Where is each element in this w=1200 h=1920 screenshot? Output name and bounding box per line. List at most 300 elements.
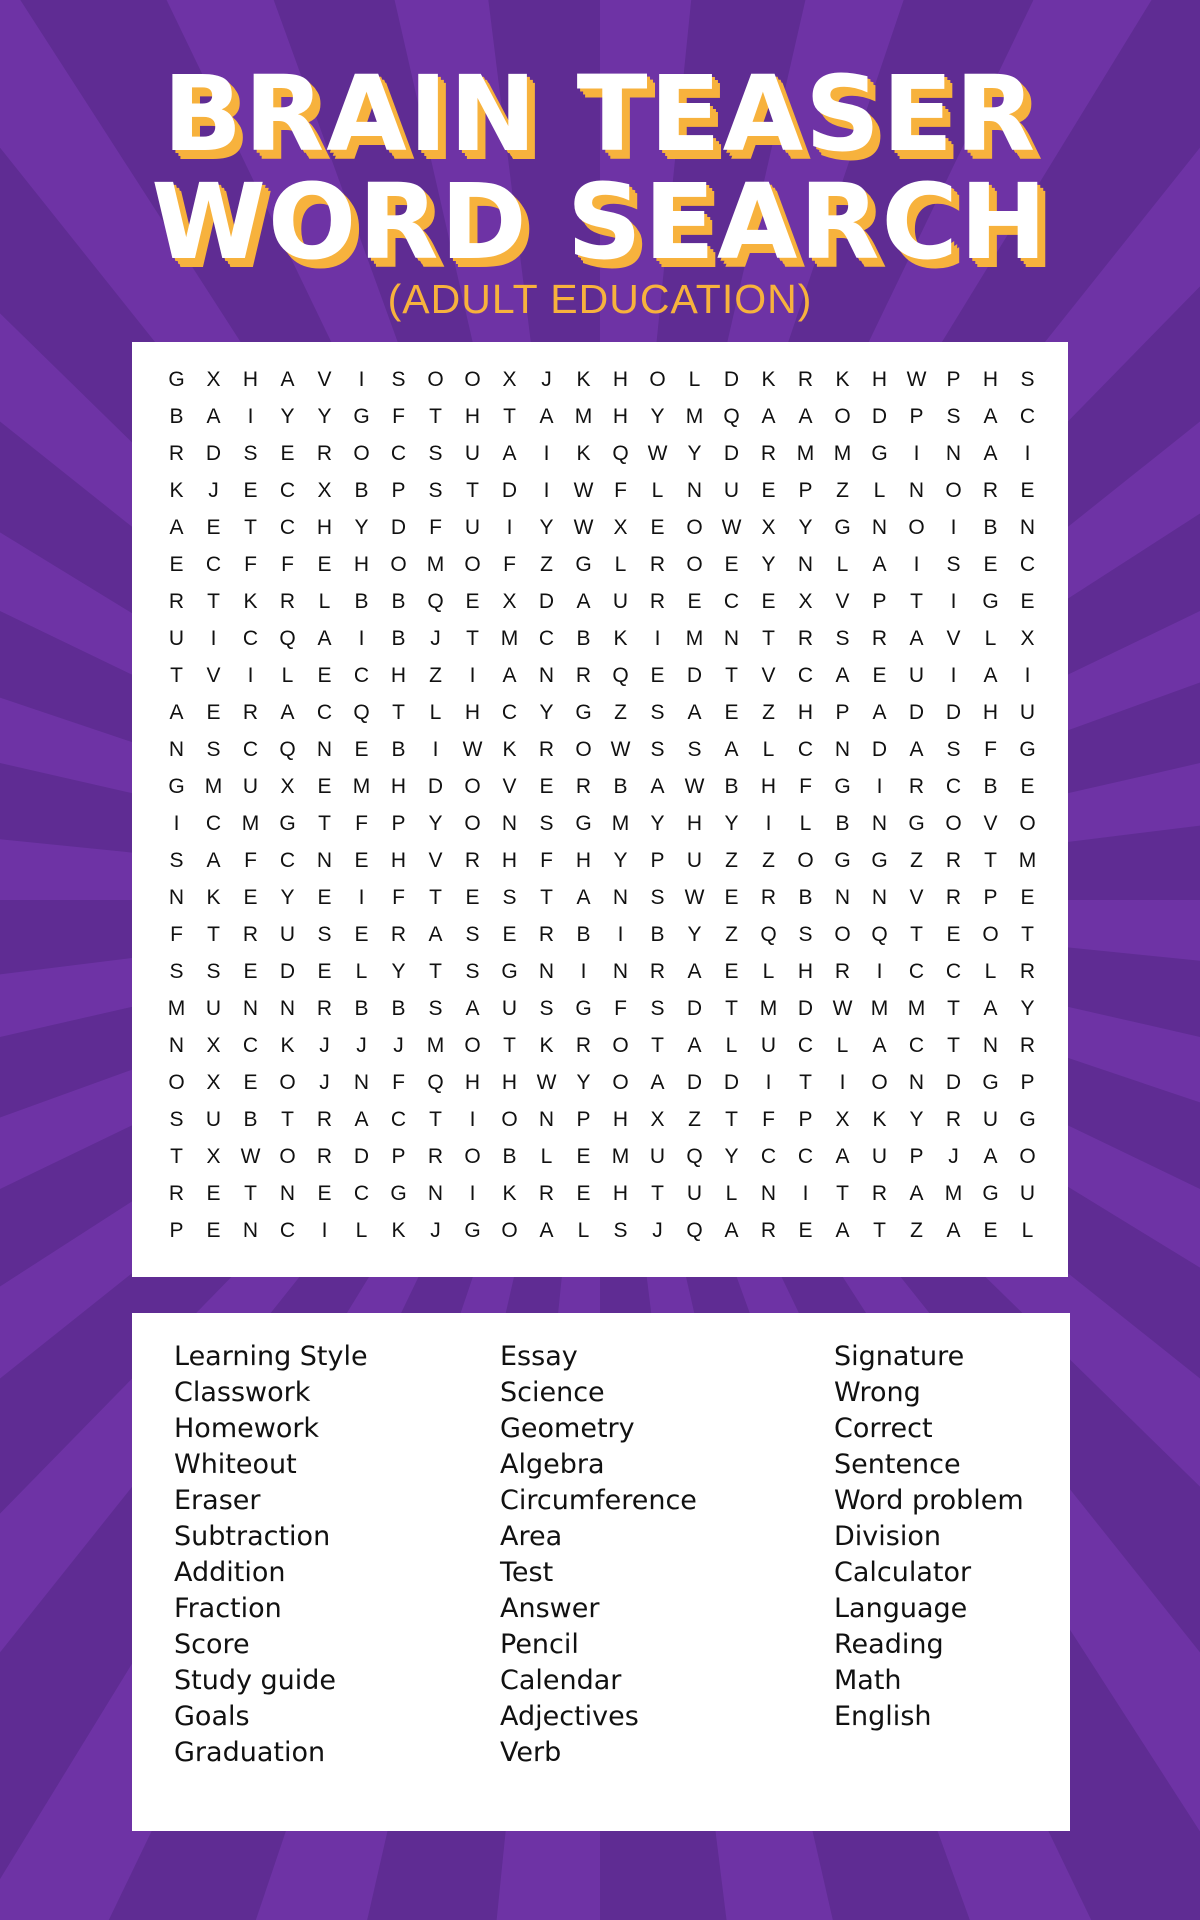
grid-letter[interactable]: O [464, 1033, 481, 1057]
grid-letter[interactable]: C [908, 1033, 925, 1057]
grid-letter[interactable]: Q [612, 663, 629, 687]
grid-letter[interactable]: L [614, 552, 627, 576]
grid-letter[interactable]: N [427, 1181, 444, 1205]
grid-letter[interactable]: U [1019, 700, 1036, 724]
grid-letter[interactable]: I [469, 663, 476, 687]
grid-letter[interactable]: I [913, 552, 920, 576]
grid-letter[interactable]: E [798, 1218, 813, 1242]
grid-letter[interactable]: K [206, 885, 221, 909]
grid-letter[interactable]: S [650, 700, 665, 724]
grid-letter[interactable]: N [1019, 515, 1036, 539]
grid-letter[interactable]: S [946, 737, 961, 761]
grid-letter[interactable]: R [242, 922, 259, 946]
grid-letter[interactable]: G [834, 848, 851, 872]
grid-letter[interactable]: E [761, 589, 776, 613]
grid-letter[interactable]: Q [279, 737, 296, 761]
grid-letter[interactable]: P [909, 404, 924, 428]
grid-letter[interactable]: S [428, 996, 443, 1020]
grid-letter[interactable]: V [946, 626, 961, 650]
grid-letter[interactable]: T [725, 663, 738, 687]
grid-letter[interactable]: R [316, 441, 333, 465]
grid-letter[interactable]: H [353, 552, 370, 576]
grid-letter[interactable]: T [503, 1033, 516, 1057]
grid-letter[interactable]: B [354, 589, 369, 613]
grid-letter[interactable]: I [432, 737, 439, 761]
grid-letter[interactable]: B [391, 626, 406, 650]
grid-letter[interactable]: V [502, 774, 517, 798]
grid-letter[interactable]: E [1020, 885, 1035, 909]
grid-letter[interactable]: U [723, 478, 740, 502]
grid-letter[interactable]: P [576, 1107, 591, 1131]
grid-letter[interactable]: J [948, 1144, 959, 1168]
grid-letter[interactable]: V [761, 663, 776, 687]
grid-letter[interactable]: D [686, 1070, 703, 1094]
grid-letter[interactable]: B [983, 515, 998, 539]
grid-letter[interactable]: E [317, 663, 332, 687]
grid-letter[interactable]: T [170, 663, 183, 687]
grid-letter[interactable]: C [908, 959, 925, 983]
grid-letter[interactable]: N [945, 441, 962, 465]
grid-letter[interactable]: S [243, 441, 258, 465]
grid-letter[interactable]: E [983, 552, 998, 576]
grid-letter[interactable]: T [651, 1033, 664, 1057]
grid-letter[interactable]: M [796, 441, 815, 465]
grid-letter[interactable]: I [321, 1218, 328, 1242]
grid-letter[interactable]: I [617, 922, 624, 946]
grid-letter[interactable]: U [464, 515, 481, 539]
grid-letter[interactable]: Q [427, 1070, 444, 1094]
grid-letter[interactable]: Y [909, 1107, 924, 1131]
grid-letter[interactable]: N [908, 478, 925, 502]
grid-letter[interactable]: E [354, 737, 369, 761]
grid-letter[interactable]: H [464, 700, 481, 724]
grid-letter[interactable]: T [799, 1070, 812, 1094]
grid-letter[interactable]: I [765, 811, 772, 835]
grid-letter[interactable]: O [464, 774, 481, 798]
grid-letter[interactable]: I [358, 626, 365, 650]
grid-letter[interactable]: U [242, 774, 259, 798]
grid-letter[interactable]: M [426, 1033, 445, 1057]
grid-letter[interactable]: T [244, 515, 257, 539]
grid-letter[interactable]: N [279, 996, 296, 1020]
grid-letter[interactable]: N [612, 885, 629, 909]
grid-letter[interactable]: D [871, 404, 888, 428]
grid-letter[interactable]: P [1020, 1070, 1035, 1094]
grid-letter[interactable]: E [502, 922, 517, 946]
grid-letter[interactable]: S [613, 1218, 628, 1242]
grid-letter[interactable]: G [464, 1218, 481, 1242]
grid-letter[interactable]: S [650, 737, 665, 761]
grid-letter[interactable]: G [501, 959, 518, 983]
grid-letter[interactable]: G [168, 774, 185, 798]
grid-letter[interactable]: C [205, 552, 222, 576]
grid-letter[interactable]: M [759, 996, 778, 1020]
grid-letter[interactable]: K [502, 1181, 517, 1205]
grid-letter[interactable]: L [984, 626, 997, 650]
grid-letter[interactable]: A [724, 1218, 739, 1242]
grid-letter[interactable]: I [765, 1070, 772, 1094]
grid-letter[interactable]: Y [539, 700, 554, 724]
grid-letter[interactable]: E [206, 1181, 221, 1205]
grid-letter[interactable]: V [835, 589, 850, 613]
grid-letter[interactable]: D [797, 996, 814, 1020]
grid-letter[interactable]: R [538, 737, 555, 761]
grid-letter[interactable]: A [206, 848, 221, 872]
grid-letter[interactable]: T [170, 1144, 183, 1168]
grid-letter[interactable]: G [575, 552, 592, 576]
grid-letter[interactable]: R [316, 1144, 333, 1168]
grid-letter[interactable]: I [839, 1070, 846, 1094]
grid-letter[interactable]: E [243, 885, 258, 909]
grid-letter[interactable]: C [1019, 552, 1036, 576]
grid-letter[interactable]: D [538, 589, 555, 613]
grid-letter[interactable]: O [945, 478, 962, 502]
grid-letter[interactable]: S [835, 626, 850, 650]
grid-letter[interactable]: O [279, 1070, 296, 1094]
grid-letter[interactable]: C [501, 700, 518, 724]
grid-letter[interactable]: H [316, 515, 333, 539]
grid-letter[interactable]: S [465, 922, 480, 946]
grid-letter[interactable]: A [650, 774, 665, 798]
grid-letter[interactable]: A [169, 700, 184, 724]
grid-letter[interactable]: J [319, 1070, 330, 1094]
grid-letter[interactable]: A [650, 1070, 665, 1094]
grid-letter[interactable]: F [984, 737, 997, 761]
grid-letter[interactable]: R [242, 700, 259, 724]
grid-letter[interactable]: E [169, 552, 184, 576]
grid-letter[interactable]: S [206, 737, 221, 761]
grid-letter[interactable]: C [316, 700, 333, 724]
grid-letter[interactable]: W [721, 515, 742, 539]
grid-letter[interactable]: L [355, 959, 368, 983]
grid-letter[interactable]: S [317, 922, 332, 946]
grid-letter[interactable]: A [835, 1144, 850, 1168]
grid-letter[interactable]: B [724, 774, 739, 798]
grid-letter[interactable]: A [983, 404, 998, 428]
grid-letter[interactable]: Z [688, 1107, 701, 1131]
grid-letter[interactable]: D [908, 700, 925, 724]
grid-letter[interactable]: W [610, 737, 631, 761]
grid-letter[interactable]: R [945, 885, 962, 909]
grid-letter[interactable]: A [317, 626, 332, 650]
grid-letter[interactable]: A [724, 737, 739, 761]
grid-letter[interactable]: G [871, 441, 888, 465]
grid-letter[interactable]: N [871, 811, 888, 835]
grid-letter[interactable]: Y [428, 811, 443, 835]
grid-letter[interactable]: E [1020, 478, 1035, 502]
grid-letter[interactable]: T [429, 1107, 442, 1131]
grid-letter[interactable]: X [761, 515, 776, 539]
grid-letter[interactable]: R [575, 774, 592, 798]
grid-letter[interactable]: O [279, 1144, 296, 1168]
grid-letter[interactable]: I [1024, 663, 1031, 687]
grid-letter[interactable]: T [281, 1107, 294, 1131]
grid-letter[interactable]: L [281, 663, 294, 687]
grid-letter[interactable]: G [279, 811, 296, 835]
grid-letter[interactable]: C [279, 848, 296, 872]
grid-letter[interactable]: A [946, 1218, 961, 1242]
grid-letter[interactable]: A [502, 441, 517, 465]
grid-letter[interactable]: X [835, 1107, 850, 1131]
grid-letter[interactable]: V [428, 848, 443, 872]
grid-letter[interactable]: L [873, 478, 886, 502]
grid-letter[interactable]: A [687, 959, 702, 983]
grid-letter[interactable]: I [506, 515, 513, 539]
grid-letter[interactable]: A [687, 1033, 702, 1057]
grid-letter[interactable]: O [390, 552, 407, 576]
grid-letter[interactable]: W [684, 774, 705, 798]
grid-letter[interactable]: K [243, 589, 258, 613]
grid-letter[interactable]: E [206, 515, 221, 539]
grid-letter[interactable]: M [204, 774, 223, 798]
grid-letter[interactable]: Y [761, 552, 776, 576]
grid-letter[interactable]: A [761, 404, 776, 428]
grid-letter[interactable]: K [761, 367, 776, 391]
grid-letter[interactable]: Y [354, 515, 369, 539]
grid-letter[interactable]: O [501, 1218, 518, 1242]
grid-letter[interactable]: D [427, 774, 444, 798]
grid-letter[interactable]: Q [760, 922, 777, 946]
grid-letter[interactable]: R [1019, 959, 1036, 983]
grid-letter[interactable]: H [982, 367, 999, 391]
grid-letter[interactable]: P [391, 811, 406, 835]
grid-letter[interactable]: M [500, 626, 519, 650]
grid-letter[interactable]: X [206, 367, 221, 391]
grid-letter[interactable]: K [391, 1218, 406, 1242]
grid-letter[interactable]: D [353, 1144, 370, 1168]
grid-letter[interactable]: U [168, 626, 185, 650]
grid-letter[interactable]: L [799, 811, 812, 835]
grid-letter[interactable]: E [946, 922, 961, 946]
grid-letter[interactable]: H [501, 1070, 518, 1094]
grid-letter[interactable]: U [686, 848, 703, 872]
grid-letter[interactable]: H [982, 700, 999, 724]
grid-letter[interactable]: C [945, 774, 962, 798]
grid-letter[interactable]: L [355, 1218, 368, 1242]
grid-letter[interactable]: C [205, 811, 222, 835]
grid-letter[interactable]: N [834, 885, 851, 909]
grid-letter[interactable]: K [502, 737, 517, 761]
grid-letter[interactable]: A [983, 996, 998, 1020]
grid-letter[interactable]: N [871, 885, 888, 909]
grid-letter[interactable]: O [649, 367, 666, 391]
grid-letter[interactable]: J [393, 1033, 404, 1057]
grid-letter[interactable]: O [501, 1107, 518, 1131]
grid-letter[interactable]: J [541, 367, 552, 391]
grid-letter[interactable]: C [279, 1218, 296, 1242]
grid-letter[interactable]: N [242, 1218, 259, 1242]
grid-letter[interactable]: A [687, 700, 702, 724]
grid-letter[interactable]: N [982, 1033, 999, 1057]
grid-letter[interactable]: S [169, 959, 184, 983]
grid-letter[interactable]: F [429, 515, 442, 539]
grid-letter[interactable]: M [352, 774, 371, 798]
grid-letter[interactable]: D [945, 1070, 962, 1094]
grid-letter[interactable]: F [244, 848, 257, 872]
grid-letter[interactable]: L [984, 959, 997, 983]
grid-letter[interactable]: C [797, 1144, 814, 1168]
grid-letter[interactable]: F [799, 774, 812, 798]
grid-letter[interactable]: A [280, 367, 295, 391]
grid-letter[interactable]: Y [317, 404, 332, 428]
grid-letter[interactable]: N [353, 1070, 370, 1094]
grid-letter[interactable]: I [654, 626, 661, 650]
grid-letter[interactable]: X [502, 589, 517, 613]
grid-letter[interactable]: A [354, 1107, 369, 1131]
grid-letter[interactable]: D [945, 700, 962, 724]
grid-letter[interactable]: I [247, 404, 254, 428]
grid-letter[interactable]: E [539, 774, 554, 798]
grid-letter[interactable]: O [612, 1033, 629, 1057]
grid-letter[interactable]: Q [871, 922, 888, 946]
grid-letter[interactable]: M [611, 1144, 630, 1168]
grid-letter[interactable]: T [466, 626, 479, 650]
grid-letter[interactable]: R [649, 589, 666, 613]
grid-letter[interactable]: H [242, 367, 259, 391]
grid-letter[interactable]: L [725, 1033, 738, 1057]
grid-letter[interactable]: A [909, 1181, 924, 1205]
grid-letter[interactable]: E [650, 515, 665, 539]
grid-letter[interactable]: V [317, 367, 332, 391]
grid-letter[interactable]: R [316, 1107, 333, 1131]
grid-letter[interactable]: M [870, 996, 889, 1020]
grid-letter[interactable]: E [724, 885, 739, 909]
grid-letter[interactable]: O [871, 1070, 888, 1094]
grid-letter[interactable]: G [575, 811, 592, 835]
grid-letter[interactable]: M [907, 996, 926, 1020]
grid-letter[interactable]: U [649, 1144, 666, 1168]
grid-letter[interactable]: I [802, 1181, 809, 1205]
grid-letter[interactable]: D [501, 478, 518, 502]
grid-letter[interactable]: W [647, 441, 668, 465]
grid-letter[interactable]: D [723, 1070, 740, 1094]
grid-letter[interactable]: A [502, 663, 517, 687]
grid-letter[interactable]: B [798, 885, 813, 909]
grid-letter[interactable]: L [1021, 1218, 1034, 1242]
grid-letter[interactable]: W [573, 478, 594, 502]
grid-letter[interactable]: O [464, 1144, 481, 1168]
grid-letter[interactable]: R [797, 626, 814, 650]
grid-letter[interactable]: I [950, 515, 957, 539]
grid-letter[interactable]: A [169, 515, 184, 539]
grid-letter[interactable]: R [760, 1218, 777, 1242]
grid-letter[interactable]: L [540, 1144, 553, 1168]
grid-letter[interactable]: H [612, 404, 629, 428]
grid-letter[interactable]: B [391, 737, 406, 761]
grid-letter[interactable]: E [983, 1218, 998, 1242]
grid-letter[interactable]: I [950, 663, 957, 687]
grid-letter[interactable]: D [686, 996, 703, 1020]
grid-letter[interactable]: M [611, 811, 630, 835]
grid-letter[interactable]: H [871, 367, 888, 391]
grid-letter[interactable]: A [835, 1218, 850, 1242]
grid-letter[interactable]: T [947, 1033, 960, 1057]
grid-letter[interactable]: O [908, 515, 925, 539]
grid-letter[interactable]: D [723, 441, 740, 465]
grid-letter[interactable]: O [464, 367, 481, 391]
grid-letter[interactable]: Q [686, 1218, 703, 1242]
grid-letter[interactable]: S [391, 367, 406, 391]
grid-letter[interactable]: T [392, 700, 405, 724]
grid-letter[interactable]: C [242, 626, 259, 650]
grid-letter[interactable]: K [576, 367, 591, 391]
grid-letter[interactable]: A [206, 404, 221, 428]
grid-letter[interactable]: A [872, 552, 887, 576]
grid-letter[interactable]: A [798, 404, 813, 428]
grid-letter[interactable]: S [169, 1107, 184, 1131]
grid-letter[interactable]: M [241, 811, 260, 835]
grid-letter[interactable]: P [798, 1107, 813, 1131]
grid-letter[interactable]: R [649, 552, 666, 576]
grid-letter[interactable]: E [317, 552, 332, 576]
grid-letter[interactable]: S [650, 996, 665, 1020]
grid-letter[interactable]: J [319, 1033, 330, 1057]
grid-letter[interactable]: O [464, 811, 481, 835]
grid-letter[interactable]: X [206, 1144, 221, 1168]
grid-letter[interactable]: T [318, 811, 331, 835]
grid-letter[interactable]: H [612, 1107, 629, 1131]
grid-letter[interactable]: R [427, 1144, 444, 1168]
grid-letter[interactable]: R [871, 626, 888, 650]
grid-letter[interactable]: B [650, 922, 665, 946]
grid-letter[interactable]: Y [1020, 996, 1035, 1020]
grid-letter[interactable]: E [243, 478, 258, 502]
grid-letter[interactable]: I [580, 959, 587, 983]
grid-letter[interactable]: R [945, 1107, 962, 1131]
grid-letter[interactable]: U [760, 1033, 777, 1057]
grid-letter[interactable]: G [834, 515, 851, 539]
grid-letter[interactable]: F [614, 996, 627, 1020]
grid-letter[interactable]: C [797, 737, 814, 761]
grid-letter[interactable]: X [280, 774, 295, 798]
grid-letter[interactable]: O [612, 1070, 629, 1094]
grid-letter[interactable]: N [501, 811, 518, 835]
grid-letter[interactable]: C [760, 1144, 777, 1168]
grid-letter[interactable]: I [247, 663, 254, 687]
grid-letter[interactable]: G [982, 589, 999, 613]
grid-letter[interactable]: E [724, 700, 739, 724]
grid-letter[interactable]: C [945, 959, 962, 983]
grid-letter[interactable]: O [982, 922, 999, 946]
grid-letter[interactable]: B [354, 478, 369, 502]
grid-letter[interactable]: G [353, 404, 370, 428]
grid-letter[interactable]: R [945, 848, 962, 872]
grid-letter[interactable]: R [760, 441, 777, 465]
grid-letter[interactable]: F [392, 885, 405, 909]
grid-letter[interactable]: R [316, 996, 333, 1020]
grid-letter[interactable]: Y [280, 404, 295, 428]
grid-letter[interactable]: L [577, 1218, 590, 1242]
grid-letter[interactable]: T [947, 996, 960, 1020]
grid-letter[interactable]: S [206, 959, 221, 983]
grid-letter[interactable]: P [983, 885, 998, 909]
grid-letter[interactable]: R [871, 1181, 888, 1205]
grid-letter[interactable]: U [501, 996, 518, 1020]
grid-letter[interactable]: R [464, 848, 481, 872]
grid-letter[interactable]: P [391, 1144, 406, 1168]
grid-letter[interactable]: H [390, 663, 407, 687]
grid-letter[interactable]: L [651, 478, 664, 502]
grid-letter[interactable]: Q [353, 700, 370, 724]
grid-letter[interactable]: E [206, 1218, 221, 1242]
grid-letter[interactable]: L [836, 1033, 849, 1057]
grid-letter[interactable]: S [539, 996, 554, 1020]
grid-letter[interactable]: A [465, 996, 480, 1020]
grid-letter[interactable]: Q [279, 626, 296, 650]
grid-letter[interactable]: F [392, 1070, 405, 1094]
grid-letter[interactable]: K [835, 367, 850, 391]
grid-letter[interactable]: E [761, 478, 776, 502]
